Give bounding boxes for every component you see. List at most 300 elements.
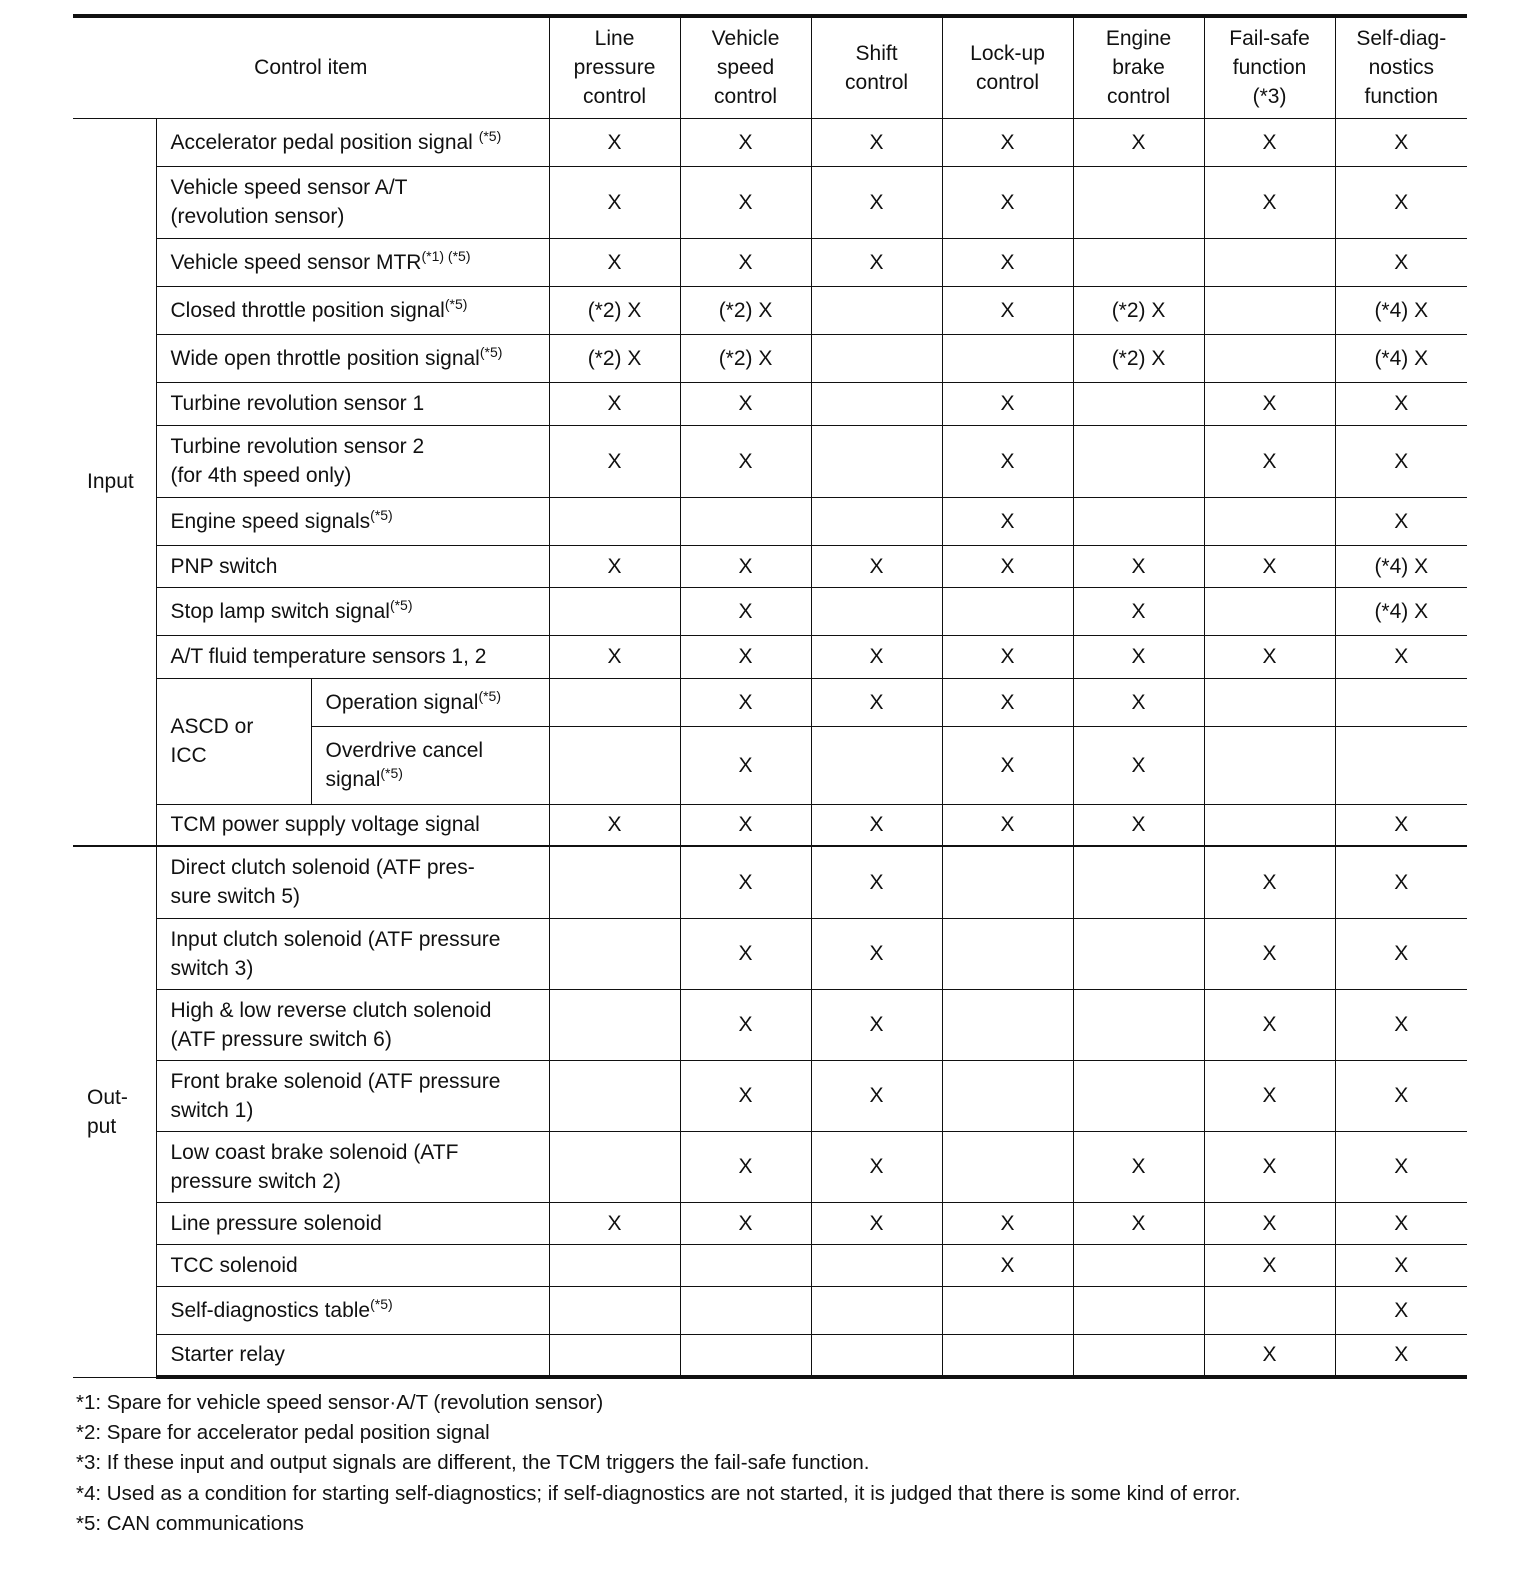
item-label-text: Low coast brake solenoid (ATF	[170, 1140, 459, 1164]
column-header-shift-control: Shift control	[811, 16, 942, 118]
applicability-mark: X	[1204, 1244, 1335, 1286]
applicability-mark: X	[549, 1202, 680, 1244]
ascd-icc-group-label	[156, 678, 311, 804]
applicability-mark	[1335, 726, 1467, 804]
applicability-mark	[942, 1334, 1073, 1377]
applicability-mark: (*2) X	[1073, 286, 1204, 334]
input-group-label-text: Input	[87, 470, 134, 494]
footnote-ref: (*5)	[389, 596, 413, 613]
applicability-mark: X	[1073, 635, 1204, 678]
footnote-ref: (*5)	[478, 687, 501, 704]
item-label-line	[171, 1096, 543, 1125]
applicability-mark: X	[680, 804, 811, 846]
applicability-mark: X	[1335, 238, 1467, 286]
item-label-line	[171, 296, 543, 325]
control-item-label	[156, 286, 549, 334]
footnote-ref: (*5)	[444, 295, 468, 312]
item-label-line	[326, 765, 543, 794]
applicability-mark	[1073, 1244, 1204, 1286]
footnote-ref: (*5)	[478, 127, 502, 144]
control-item-label	[156, 545, 549, 587]
control-item-label	[156, 846, 549, 918]
control-item-label	[156, 918, 549, 989]
applicability-mark: X	[1073, 726, 1204, 804]
applicability-mark	[1073, 382, 1204, 425]
applicability-mark	[680, 1334, 811, 1377]
applicability-mark: X	[942, 678, 1073, 726]
item-label-text: Overdrive cancel	[325, 739, 484, 762]
applicability-mark: X	[1204, 545, 1335, 587]
applicability-mark: X	[1335, 1244, 1467, 1286]
applicability-mark: (*4) X	[1335, 587, 1467, 635]
applicability-mark: X	[680, 726, 811, 804]
footnote: *2: Spare for accelerator pedal position signal	[76, 1421, 490, 1445]
applicability-mark	[942, 334, 1073, 382]
applicability-mark: X	[811, 918, 942, 989]
control-item-label	[156, 497, 549, 545]
column-header-engine-brake-control: Engine brake control	[1073, 16, 1204, 118]
applicability-mark: X	[1204, 1131, 1335, 1202]
applicability-mark: X	[680, 635, 811, 678]
applicability-mark	[942, 846, 1073, 918]
item-label-text: Direct clutch solenoid (ATF pres-	[170, 856, 475, 880]
applicability-mark: (*4) X	[1335, 545, 1467, 587]
control-item-header: Control item	[73, 16, 549, 118]
applicability-mark: X	[942, 497, 1073, 545]
applicability-mark: X	[1335, 425, 1467, 497]
applicability-mark	[811, 1286, 942, 1334]
item-label-line	[171, 996, 543, 1025]
output-group-label	[73, 846, 156, 1377]
applicability-mark: X	[1335, 1131, 1467, 1202]
item-label-line	[171, 432, 543, 461]
applicability-mark: X	[811, 846, 942, 918]
control-item-label	[156, 989, 549, 1060]
applicability-mark	[942, 1131, 1073, 1202]
table-row	[73, 587, 1467, 635]
applicability-mark: X	[1335, 989, 1467, 1060]
item-label-line	[171, 552, 543, 581]
applicability-mark: X	[680, 1202, 811, 1244]
item-label-line	[171, 344, 543, 373]
item-label-text: PNP switch	[170, 554, 278, 578]
item-label-text: Self-diagnostics table	[170, 1298, 371, 1322]
applicability-mark: X	[1073, 1131, 1204, 1202]
control-table-body	[73, 118, 1467, 1377]
applicability-mark	[942, 587, 1073, 635]
item-label-text: (revolution sensor)	[170, 205, 345, 228]
applicability-mark: X	[549, 118, 680, 166]
applicability-mark: X	[680, 846, 811, 918]
ascd-icc-group-label-text: ICC	[170, 744, 207, 767]
control-item-label	[156, 1334, 549, 1377]
control-item-label	[156, 166, 549, 238]
item-label-text: Line pressure solenoid	[170, 1211, 382, 1235]
control-item-label	[156, 425, 549, 497]
applicability-mark: X	[1335, 635, 1467, 678]
item-label-text: Starter relay	[170, 1343, 285, 1367]
applicability-mark	[680, 1286, 811, 1334]
footnote: *3: If these input and output signals are different, the TCM triggers the fail-safe function.	[76, 1451, 870, 1475]
control-item-label	[156, 334, 549, 382]
applicability-mark: X	[680, 918, 811, 989]
item-label-text: (for 4th speed only)	[170, 464, 352, 487]
item-label-text: signal	[325, 768, 381, 791]
table-row	[73, 497, 1467, 545]
applicability-mark	[1204, 238, 1335, 286]
table-row	[73, 334, 1467, 382]
table-row	[73, 425, 1467, 497]
applicability-mark: X	[1073, 1202, 1204, 1244]
applicability-mark	[1204, 587, 1335, 635]
applicability-mark: X	[942, 545, 1073, 587]
applicability-mark: X	[680, 238, 811, 286]
table-row	[73, 1286, 1467, 1334]
control-table-wrapper	[73, 14, 1467, 1379]
item-label-line	[171, 202, 543, 231]
item-label-text: Closed throttle position signal	[170, 298, 445, 322]
applicability-mark: X	[942, 286, 1073, 334]
applicability-mark: (*2) X	[1073, 334, 1204, 382]
item-label-line	[171, 642, 543, 671]
applicability-mark	[811, 497, 942, 545]
item-label-text: (ATF pressure switch 6)	[170, 1027, 392, 1051]
item-label-text: Engine speed signals	[170, 509, 371, 533]
applicability-mark	[680, 1244, 811, 1286]
applicability-mark: X	[680, 1060, 811, 1131]
applicability-mark	[1073, 1060, 1204, 1131]
applicability-mark	[680, 497, 811, 545]
applicability-mark: X	[1335, 804, 1467, 846]
applicability-mark: X	[811, 989, 942, 1060]
applicability-mark	[1204, 286, 1335, 334]
item-label-line	[171, 1167, 543, 1196]
item-label-text: Turbine revolution sensor 1	[170, 392, 425, 415]
applicability-mark: X	[1335, 1286, 1467, 1334]
table-row	[73, 166, 1467, 238]
applicability-mark: X	[1204, 382, 1335, 425]
item-label-text: TCM power supply voltage signal	[170, 813, 480, 837]
item-label-line	[171, 1025, 543, 1054]
applicability-mark: X	[1204, 118, 1335, 166]
item-label-line	[171, 1296, 543, 1325]
applicability-mark	[1204, 334, 1335, 382]
applicability-mark	[1204, 678, 1335, 726]
table-row	[73, 1131, 1467, 1202]
applicability-mark	[1073, 846, 1204, 918]
applicability-mark: X	[1204, 166, 1335, 238]
applicability-mark	[1073, 166, 1204, 238]
applicability-mark: X	[811, 635, 942, 678]
applicability-mark	[942, 918, 1073, 989]
applicability-mark	[1335, 678, 1467, 726]
item-label-text: switch 1)	[170, 1098, 254, 1122]
table-row	[73, 635, 1467, 678]
item-label-line	[171, 810, 543, 839]
control-item-label	[156, 382, 549, 425]
applicability-mark: X	[680, 118, 811, 166]
applicability-mark: X	[942, 382, 1073, 425]
applicability-mark: X	[1204, 989, 1335, 1060]
applicability-mark	[942, 989, 1073, 1060]
applicability-mark: X	[1335, 166, 1467, 238]
applicability-mark	[811, 1244, 942, 1286]
applicability-mark	[1204, 804, 1335, 846]
applicability-mark: X	[549, 804, 680, 846]
applicability-mark: X	[811, 1202, 942, 1244]
applicability-mark: X	[942, 425, 1073, 497]
applicability-mark: X	[1073, 118, 1204, 166]
applicability-mark: X	[1204, 918, 1335, 989]
item-label-line	[171, 1251, 543, 1280]
control-item-label	[311, 678, 549, 726]
applicability-mark	[549, 1334, 680, 1377]
item-label-line	[171, 1067, 543, 1096]
applicability-mark	[1204, 1286, 1335, 1334]
applicability-mark: X	[942, 166, 1073, 238]
table-row	[73, 1060, 1467, 1131]
applicability-mark: X	[942, 238, 1073, 286]
applicability-mark	[549, 678, 680, 726]
applicability-mark: X	[1073, 587, 1204, 635]
applicability-mark: X	[549, 635, 680, 678]
applicability-mark: X	[811, 1060, 942, 1131]
item-label-text: Stop lamp switch signal	[170, 599, 390, 623]
applicability-mark: X	[1204, 846, 1335, 918]
applicability-mark	[1204, 726, 1335, 804]
applicability-mark	[1073, 425, 1204, 497]
item-label-text: switch 3)	[170, 956, 254, 980]
applicability-mark: X	[680, 587, 811, 635]
control-item-label	[156, 1060, 549, 1131]
footnote: *5: CAN communications	[76, 1511, 304, 1535]
applicability-mark	[1073, 1334, 1204, 1377]
control-item-label	[156, 635, 549, 678]
applicability-mark: X	[1073, 678, 1204, 726]
column-header-self-diagnostics-function: Self-diag- nostics function	[1335, 16, 1467, 118]
control-item-label	[156, 1286, 549, 1334]
applicability-mark: X	[549, 545, 680, 587]
item-label-text: pressure switch 2)	[170, 1169, 341, 1193]
output-group-label-text: put	[87, 1114, 117, 1138]
item-label-line	[171, 389, 543, 418]
applicability-mark: X	[680, 425, 811, 497]
table-row	[73, 804, 1467, 846]
applicability-mark	[549, 1060, 680, 1131]
applicability-mark	[1073, 497, 1204, 545]
column-header-line-pressure-control: Line pressure control	[549, 16, 680, 118]
applicability-mark	[1073, 918, 1204, 989]
footnotes	[76, 1388, 1241, 1539]
item-label-text: Turbine revolution sensor 2	[170, 435, 425, 458]
footnote-ref: (*5)	[380, 765, 403, 781]
applicability-mark: X	[811, 118, 942, 166]
applicability-mark: X	[942, 635, 1073, 678]
item-label-line	[171, 507, 543, 536]
control-item-label	[311, 726, 549, 804]
footnote: *4: Used as a condition for starting self-diagnostics; if self-diagnostics are not started, it is judged that there is some kind of error.	[76, 1481, 1241, 1505]
item-label-line	[171, 954, 543, 983]
applicability-mark	[811, 382, 942, 425]
applicability-mark: X	[680, 989, 811, 1060]
applicability-mark: X	[549, 425, 680, 497]
applicability-mark: X	[942, 726, 1073, 804]
applicability-mark: X	[1335, 382, 1467, 425]
applicability-mark: X	[811, 545, 942, 587]
applicability-mark: X	[811, 678, 942, 726]
table-row	[73, 545, 1467, 587]
applicability-mark	[1073, 238, 1204, 286]
item-label-line	[171, 1340, 543, 1369]
column-header-fail-safe-function: Fail-safe function (*3)	[1204, 16, 1335, 118]
applicability-mark	[811, 726, 942, 804]
applicability-mark	[1073, 1286, 1204, 1334]
item-label-text: Front brake solenoid (ATF pressure	[170, 1069, 501, 1093]
applicability-mark: X	[1204, 1060, 1335, 1131]
footnote: *1: Spare for vehicle speed sensor·A/T (revolution sensor)	[76, 1391, 604, 1414]
applicability-mark: X	[1335, 918, 1467, 989]
applicability-mark	[549, 497, 680, 545]
table-row	[73, 1244, 1467, 1286]
item-label-line	[171, 1138, 543, 1167]
item-label-text: sure switch 5)	[170, 885, 301, 909]
applicability-mark: X	[1204, 1202, 1335, 1244]
applicability-mark: X	[549, 238, 680, 286]
column-header-lock-up-control: Lock-up control	[942, 16, 1073, 118]
applicability-mark	[811, 587, 942, 635]
table-row	[73, 118, 1467, 166]
applicability-mark: X	[1335, 1202, 1467, 1244]
item-label-line	[326, 736, 543, 765]
applicability-mark: (*4) X	[1335, 286, 1467, 334]
table-row	[73, 382, 1467, 425]
applicability-mark: X	[1335, 1334, 1467, 1377]
footnote-ref: (*5)	[370, 506, 393, 523]
control-item-label	[156, 238, 549, 286]
applicability-mark: X	[942, 1202, 1073, 1244]
applicability-mark	[811, 286, 942, 334]
applicability-mark: X	[680, 382, 811, 425]
table-row	[73, 238, 1467, 286]
applicability-mark: X	[942, 118, 1073, 166]
control-item-label	[156, 1202, 549, 1244]
control-item-table	[73, 14, 1467, 1379]
footnote-ref: (*5)	[370, 1295, 393, 1312]
item-label-text: Wide open throttle position signal	[170, 346, 480, 370]
control-item-label	[156, 587, 549, 635]
item-label-text: A/T fluid temperature sensors 1, 2	[170, 645, 487, 668]
applicability-mark: (*2) X	[549, 286, 680, 334]
item-label-text: Accelerator pedal position signal	[170, 130, 479, 154]
applicability-mark: X	[1335, 118, 1467, 166]
table-row	[73, 286, 1467, 334]
ascd-icc-group-label-text: ASCD or	[170, 715, 254, 738]
applicability-mark: X	[1204, 425, 1335, 497]
applicability-mark: X	[1335, 497, 1467, 545]
applicability-mark	[549, 1131, 680, 1202]
table-row	[73, 989, 1467, 1060]
item-label-text: Input clutch solenoid (ATF pressure	[170, 927, 501, 951]
applicability-mark	[549, 587, 680, 635]
item-label-line	[171, 128, 543, 157]
applicability-mark	[549, 846, 680, 918]
applicability-mark: X	[1073, 545, 1204, 587]
applicability-mark: X	[1204, 1334, 1335, 1377]
applicability-mark: X	[680, 166, 811, 238]
applicability-mark	[549, 989, 680, 1060]
applicability-mark	[549, 918, 680, 989]
control-item-label	[156, 1244, 549, 1286]
table-row	[73, 1334, 1467, 1377]
applicability-mark	[1073, 989, 1204, 1060]
applicability-mark: X	[1335, 1060, 1467, 1131]
applicability-mark: (*4) X	[1335, 334, 1467, 382]
applicability-mark	[549, 1244, 680, 1286]
item-label-line	[171, 853, 543, 882]
applicability-mark	[811, 1334, 942, 1377]
column-header-vehicle-speed-control: Vehicle speed control	[680, 16, 811, 118]
applicability-mark: (*2) X	[549, 334, 680, 382]
applicability-mark: X	[680, 1131, 811, 1202]
applicability-mark	[549, 1286, 680, 1334]
input-group-label	[73, 118, 156, 846]
item-label-text: Operation signal	[325, 690, 479, 714]
item-label-line	[326, 688, 543, 717]
output-group-label-text: Out-	[87, 1085, 128, 1109]
item-label-line	[171, 461, 543, 490]
applicability-mark: (*2) X	[680, 334, 811, 382]
table-row	[73, 846, 1467, 918]
item-label-line	[171, 925, 543, 954]
footnote-ref: (*1) (*5)	[421, 247, 471, 264]
applicability-mark: X	[811, 804, 942, 846]
applicability-mark	[811, 334, 942, 382]
applicability-mark: X	[1204, 635, 1335, 678]
control-item-label	[156, 804, 549, 846]
item-label-line	[171, 597, 543, 626]
applicability-mark: X	[549, 382, 680, 425]
applicability-mark: X	[811, 238, 942, 286]
control-item-label	[156, 1131, 549, 1202]
applicability-mark	[1204, 497, 1335, 545]
item-label-text: Vehicle speed sensor MTR	[170, 250, 422, 274]
item-label-text: TCC solenoid	[170, 1253, 298, 1277]
applicability-mark: X	[1335, 846, 1467, 918]
item-label-line	[171, 1209, 543, 1238]
applicability-mark: X	[549, 166, 680, 238]
applicability-mark: X	[680, 678, 811, 726]
table-row	[73, 918, 1467, 989]
applicability-mark: X	[680, 545, 811, 587]
item-label-text: High & low reverse clutch solenoid	[170, 998, 492, 1022]
item-label-line	[171, 173, 543, 202]
applicability-mark: X	[811, 1131, 942, 1202]
item-label-line	[171, 248, 543, 277]
applicability-mark	[811, 425, 942, 497]
footnote-ref: (*5)	[479, 343, 503, 360]
control-item-label	[156, 118, 549, 166]
applicability-mark	[549, 726, 680, 804]
applicability-mark: X	[942, 804, 1073, 846]
applicability-mark: X	[811, 166, 942, 238]
applicability-mark: X	[1073, 804, 1204, 846]
applicability-mark: X	[942, 1244, 1073, 1286]
table-row	[73, 1202, 1467, 1244]
table-row	[73, 678, 1467, 726]
applicability-mark: (*2) X	[680, 286, 811, 334]
item-label-line	[171, 882, 543, 911]
item-label-text: Vehicle speed sensor A/T	[170, 176, 408, 199]
